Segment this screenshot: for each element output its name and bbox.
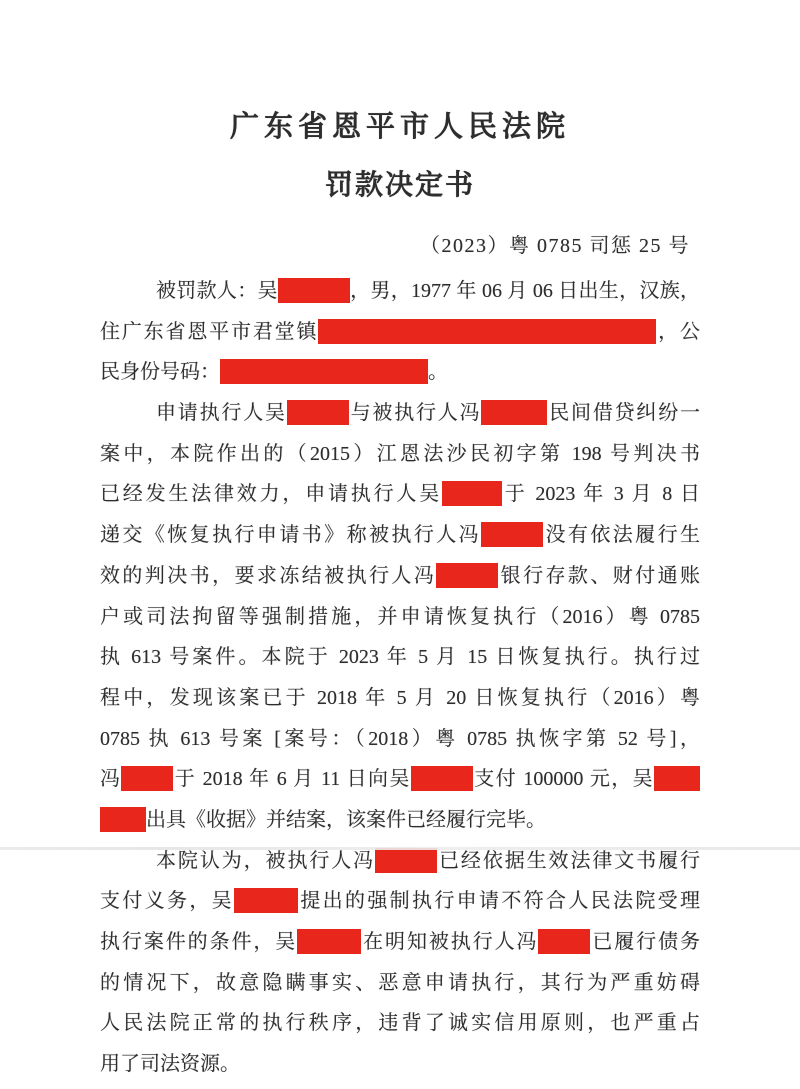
document-title: 罚款决定书 bbox=[324, 170, 475, 201]
text-line bbox=[100, 881, 700, 922]
text-segment: 申请执行人吴 bbox=[156, 402, 287, 425]
text-segment: 案中，本院作出的（2015）江恩法沙民初字第 198 号判决书 bbox=[100, 442, 700, 465]
text-segment: 住广东省恩平市君堂镇 bbox=[100, 320, 319, 343]
text-line bbox=[100, 434, 700, 475]
text-segment: 效的判决书，要求冻结被执行人冯 bbox=[100, 564, 437, 587]
text-line bbox=[100, 963, 700, 1004]
document-body bbox=[100, 271, 700, 1085]
text-line bbox=[100, 1003, 700, 1044]
text-segment: 出具《收据》并结案，该案件已经履行完毕。 bbox=[146, 808, 546, 831]
text-segment: 提出的强制执行申请不符合人民法院受理 bbox=[298, 890, 700, 913]
text-segment: 支付 100000 元，吴 bbox=[472, 768, 655, 791]
scan-artifact-line bbox=[0, 847, 800, 850]
redaction-box bbox=[297, 929, 361, 954]
text-line bbox=[100, 271, 700, 312]
text-segment: 程中，发现该案已于 2018 年 5 月 20 日恢复执行（2016）粤 bbox=[100, 686, 700, 709]
text-line bbox=[100, 352, 700, 393]
text-segment: ，男，1977 年 06 月 06 日出生，汉族， bbox=[349, 280, 700, 302]
text-line bbox=[100, 474, 700, 515]
text-line bbox=[100, 556, 700, 597]
text-line bbox=[100, 759, 700, 800]
text-segment: 户或司法拘留等强制措施，并申请恢复执行（2016）粤 0785 bbox=[100, 605, 700, 628]
text-segment: 0785 执 613 号案 [案号：（2018）粤 0785 执恢字第 52 号]， bbox=[100, 727, 700, 750]
text-segment: 已履行债务 bbox=[590, 931, 700, 953]
redaction-box bbox=[375, 848, 437, 873]
redaction-box bbox=[654, 766, 700, 791]
redaction-box bbox=[234, 888, 298, 913]
text-segment: ，公 bbox=[656, 320, 700, 343]
redaction-box bbox=[442, 481, 502, 506]
text-line bbox=[100, 515, 700, 556]
text-segment: 与被执行人冯 bbox=[348, 402, 482, 425]
text-segment: 的情况下，故意隐瞒事实、恶意申请执行，其行为严重妨碍 bbox=[100, 971, 700, 994]
redaction-box bbox=[436, 563, 498, 588]
text-segment: 于 2023 年 3 月 8 日 bbox=[502, 483, 700, 506]
text-segment: 于 2018 年 6 月 11 日向吴 bbox=[173, 768, 411, 791]
text-segment: 。 bbox=[428, 361, 448, 384]
redaction-box bbox=[538, 929, 590, 954]
text-line bbox=[100, 678, 700, 719]
text-line bbox=[100, 637, 700, 678]
text-line bbox=[100, 800, 700, 841]
text-line bbox=[100, 597, 700, 638]
text-segment: 被罚款人：吴 bbox=[156, 280, 278, 302]
text-segment: 已经依据生效法律文书履行 bbox=[437, 849, 700, 872]
text-segment: 支付义务，吴 bbox=[100, 890, 234, 913]
redaction-box bbox=[287, 400, 349, 425]
text-line bbox=[100, 393, 700, 434]
text-segment: 递交《恢复执行申请书》称被执行人冯 bbox=[100, 524, 482, 547]
text-segment: 民间借贷纠纷一 bbox=[547, 402, 700, 425]
redaction-box bbox=[121, 766, 173, 791]
text-segment: 在明知被执行人冯 bbox=[361, 931, 539, 953]
redaction-box bbox=[278, 278, 350, 303]
text-line bbox=[100, 922, 700, 963]
text-segment: 没有依法履行生 bbox=[543, 524, 700, 547]
text-line bbox=[100, 719, 700, 760]
text-line bbox=[100, 1044, 700, 1085]
text-segment: 冯 bbox=[100, 768, 122, 791]
text-segment: 人民法院正常的执行秩序，违背了诚实信用原则，也严重占 bbox=[100, 1012, 700, 1035]
court-name: 广东省恩平市人民法院 bbox=[229, 111, 570, 143]
text-segment: 民身份号码： bbox=[100, 361, 220, 384]
text-segment: 执行案件的条件，吴 bbox=[100, 931, 298, 953]
text-segment: 已经发生法律效力，申请执行人吴 bbox=[100, 483, 442, 506]
text-line bbox=[100, 312, 700, 353]
redaction-box bbox=[411, 766, 473, 791]
redaction-box bbox=[481, 522, 543, 547]
text-segment: 用了司法资源。 bbox=[100, 1053, 240, 1076]
text-segment: 执 613 号案件。本院于 2023 年 5 月 15 日恢复执行。执行过 bbox=[100, 646, 700, 669]
text-segment: 银行存款、财付通账 bbox=[498, 564, 700, 587]
redaction-box bbox=[318, 319, 656, 344]
text-segment: 本院认为，被执行人冯 bbox=[156, 849, 376, 872]
case-number: （2023）粤 0785 司惩 25 号 bbox=[420, 235, 690, 257]
redaction-box bbox=[100, 807, 146, 832]
redaction-box bbox=[220, 359, 428, 384]
redaction-box bbox=[481, 400, 547, 425]
